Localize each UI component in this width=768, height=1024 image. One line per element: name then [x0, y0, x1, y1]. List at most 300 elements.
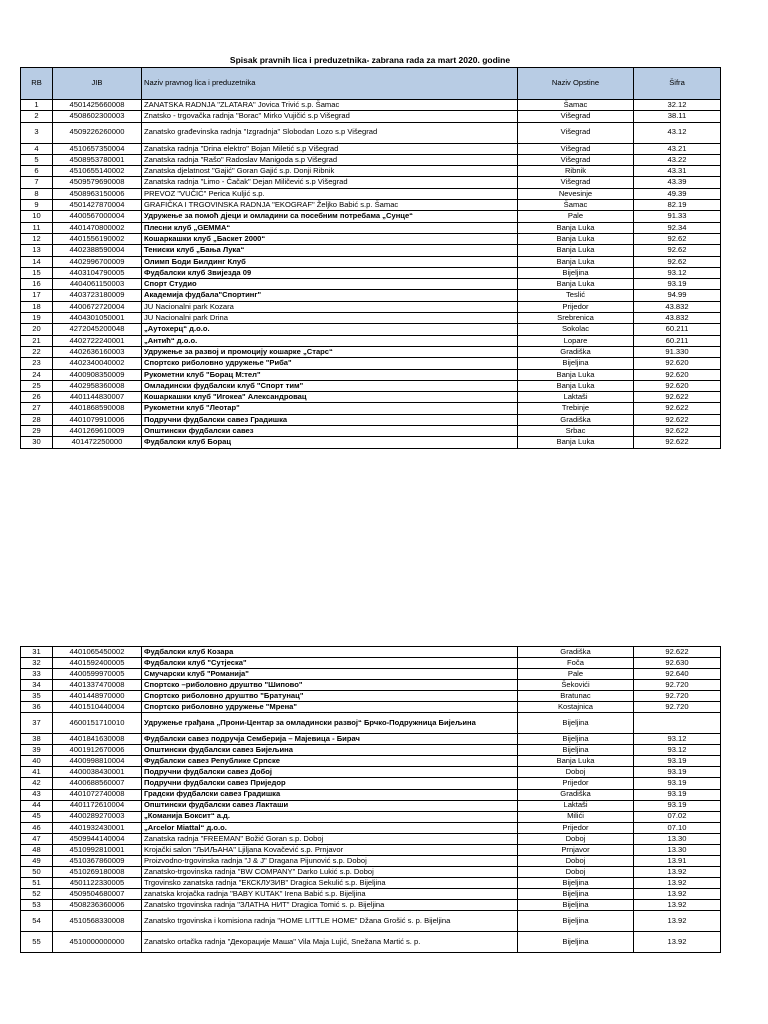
cell-rb: 54 — [21, 911, 53, 932]
cell-rb: 55 — [21, 932, 53, 953]
cell-jib: 4509579690008 — [53, 177, 142, 188]
cell-opstina: Foča — [518, 658, 634, 669]
cell-sifra: 43.31 — [634, 166, 721, 177]
cell-name: Zanatsko građevinska radnja "Izgradnja" Slobodan Lozo s.p Višegrad — [142, 122, 518, 143]
table-row — [21, 866, 721, 877]
cell-name: Фудбалски клуб Звијезда 09 — [142, 267, 518, 278]
cell-sifra: 38.11 — [634, 111, 721, 122]
cell-sifra: 32.12 — [634, 100, 721, 111]
cell-opstina: Bijeljina — [518, 899, 634, 910]
header-jib: JIB — [53, 68, 142, 100]
table-row — [21, 702, 721, 713]
cell-rb: 24 — [21, 369, 53, 380]
table-row — [21, 911, 721, 932]
cell-name: Фудбалски клуб Борац — [142, 437, 518, 448]
cell-jib: 4400599970005 — [53, 669, 142, 680]
cell-opstina: Doboj — [518, 833, 634, 844]
cell-name: Фудбалски клуб Козара — [142, 647, 518, 658]
table-row — [21, 200, 721, 211]
companies-table-2 — [20, 646, 721, 953]
cell-name: Zanatsko trgovinska radnja "ЗЛАТНА НИТ" Dragica Tomić s. p. Bijeljina — [142, 899, 518, 910]
cell-rb: 9 — [21, 200, 53, 211]
table-row — [21, 745, 721, 756]
cell-rb: 33 — [21, 669, 53, 680]
cell-rb: 6 — [21, 166, 53, 177]
cell-name: „Аутохерц“ д.о.о. — [142, 324, 518, 335]
cell-sifra: 93.12 — [634, 734, 721, 745]
cell-sifra: 13.30 — [634, 844, 721, 855]
cell-name: Општински фудбалски савез Бијељина — [142, 745, 518, 756]
table-row — [21, 335, 721, 346]
cell-jib: 4401337470008 — [53, 680, 142, 691]
cell-jib: 4510568330008 — [53, 911, 142, 932]
cell-name: Zanatska radnja "Limo - Čačak" Dejan Miličević s.p Višegrad — [142, 177, 518, 188]
table-row — [21, 658, 721, 669]
cell-name: Zanatska radnja "FREEMAN" Božić Goran s.p. Doboj — [142, 833, 518, 844]
cell-opstina: Gradiška — [518, 346, 634, 357]
cell-jib: 4402340040002 — [53, 358, 142, 369]
table-1-body — [21, 100, 721, 449]
cell-name: Спортско риболовно друштво "Братунац" — [142, 691, 518, 702]
cell-sifra: 94.99 — [634, 290, 721, 301]
cell-name: Градски фудбалски савез Градишка — [142, 789, 518, 800]
cell-sifra: 91.330 — [634, 346, 721, 357]
cell-name: Фудбалски савез подручја Семберија – Мајевица - Бирач — [142, 734, 518, 745]
cell-jib: 4401470800002 — [53, 222, 142, 233]
cell-sifra: 92.34 — [634, 222, 721, 233]
table-row — [21, 822, 721, 833]
cell-opstina: Prijedor — [518, 822, 634, 833]
cell-name: Спортско риболовно удружење "Риба" — [142, 358, 518, 369]
table-row — [21, 111, 721, 122]
companies-table-1 — [20, 67, 721, 449]
cell-opstina: Banja Luka — [518, 256, 634, 267]
cell-opstina: Laktaši — [518, 800, 634, 811]
cell-opstina: Prnjavor — [518, 844, 634, 855]
cell-sifra: 92.620 — [634, 380, 721, 391]
cell-opstina: Srbac — [518, 426, 634, 437]
cell-rb: 18 — [21, 301, 53, 312]
cell-rb: 11 — [21, 222, 53, 233]
cell-opstina: Doboj — [518, 855, 634, 866]
table-row — [21, 811, 721, 822]
cell-rb: 52 — [21, 888, 53, 899]
cell-jib: 4510269180008 — [53, 866, 142, 877]
cell-rb: 32 — [21, 658, 53, 669]
header-sifra: Šifra — [634, 68, 721, 100]
cell-opstina: Banja Luka — [518, 233, 634, 244]
table-row — [21, 691, 721, 702]
cell-rb: 35 — [21, 691, 53, 702]
table-row — [21, 932, 721, 953]
cell-jib: 4509226260000 — [53, 122, 142, 143]
cell-name: Zanatska radnja "Drina elektro" Bojan Miletić s.p Višegrad — [142, 143, 518, 154]
cell-jib: 4401269610009 — [53, 426, 142, 437]
cell-rb: 27 — [21, 403, 53, 414]
cell-rb: 25 — [21, 380, 53, 391]
cell-sifra: 92.720 — [634, 702, 721, 713]
cell-jib: 4400688560007 — [53, 778, 142, 789]
cell-sifra: 92.630 — [634, 658, 721, 669]
header-name: Naziv pravnog lica i preduzetnika — [142, 68, 518, 100]
cell-rb: 20 — [21, 324, 53, 335]
document-title: Spisak pravnih lica i preduzetnika- zabrana rada za mart 2020. godine — [229, 55, 511, 65]
table-row — [21, 380, 721, 391]
table-row — [21, 855, 721, 866]
cell-rb: 19 — [21, 313, 53, 324]
cell-jib: 4400567000004 — [53, 211, 142, 222]
cell-rb: 53 — [21, 899, 53, 910]
cell-opstina: Višegrad — [518, 111, 634, 122]
cell-rb: 38 — [21, 734, 53, 745]
cell-sifra: 92.720 — [634, 691, 721, 702]
cell-opstina: Prijedor — [518, 778, 634, 789]
cell-jib: 4401072740008 — [53, 789, 142, 800]
cell-opstina: Doboj — [518, 866, 634, 877]
cell-jib: 4401592400005 — [53, 658, 142, 669]
cell-opstina: Trebinje — [518, 403, 634, 414]
cell-name: Смучарски клуб "Романија" — [142, 669, 518, 680]
table-row — [21, 756, 721, 767]
cell-sifra: 82.19 — [634, 200, 721, 211]
table-2-body — [21, 647, 721, 953]
cell-sifra: 43.22 — [634, 154, 721, 165]
cell-name: GRAFIČKA I TRGOVINSKA RADNJA "EKOGRAF" Željko Babić s.p. Šamac — [142, 200, 518, 211]
cell-jib: 4404061150003 — [53, 279, 142, 290]
cell-name: Krojački salon "ЉИЉАНА" Ljiljana Kovačević s.p. Prnjavor — [142, 844, 518, 855]
cell-name: zanatska krojačka radnja "BABY KUTAK" Irena Babić s.p. Bijeljina — [142, 888, 518, 899]
cell-opstina: Bijeljina — [518, 734, 634, 745]
cell-rb: 21 — [21, 335, 53, 346]
table-row — [21, 844, 721, 855]
cell-rb: 22 — [21, 346, 53, 357]
table-row — [21, 680, 721, 691]
cell-sifra: 92.622 — [634, 414, 721, 425]
table-row — [21, 767, 721, 778]
cell-name: Zanatska radnja "Rašo" Radoslav Manigoda s.p Višegrad — [142, 154, 518, 165]
cell-opstina: Kostajnica — [518, 702, 634, 713]
cell-rb: 42 — [21, 778, 53, 789]
cell-opstina: Banja Luka — [518, 756, 634, 767]
table-row — [21, 256, 721, 267]
cell-jib: 4401510440004 — [53, 702, 142, 713]
table-row — [21, 734, 721, 745]
cell-sifra: 92.622 — [634, 437, 721, 448]
cell-name: Рукометни клуб "Борац М:тел" — [142, 369, 518, 380]
cell-jib: 4001912670006 — [53, 745, 142, 756]
cell-name: Proizvodno-trgovinska radnja "J & J" Dragana Pijunović s.p. Doboj — [142, 855, 518, 866]
cell-jib: 4401172610004 — [53, 800, 142, 811]
cell-jib: 4402958360008 — [53, 380, 142, 391]
cell-rb: 49 — [21, 855, 53, 866]
table-row — [21, 369, 721, 380]
cell-opstina: Šamac — [518, 100, 634, 111]
header-opstina: Naziv Opstine — [518, 68, 634, 100]
cell-name: Плесни клуб „GEMMA“ — [142, 222, 518, 233]
cell-opstina: Milići — [518, 811, 634, 822]
cell-jib: 4510000000000 — [53, 932, 142, 953]
cell-sifra: 13.91 — [634, 855, 721, 866]
cell-opstina: Srebrenica — [518, 313, 634, 324]
cell-sifra: 91.33 — [634, 211, 721, 222]
cell-opstina: Višegrad — [518, 143, 634, 154]
cell-name: „Антић“ д.о.о. — [142, 335, 518, 346]
cell-opstina: Bijeljina — [518, 877, 634, 888]
cell-opstina: Bratunac — [518, 691, 634, 702]
cell-opstina: Banja Luka — [518, 222, 634, 233]
cell-opstina: Bijeljina — [518, 932, 634, 953]
cell-sifra: 92.622 — [634, 392, 721, 403]
cell-jib: 401472250000 — [53, 437, 142, 448]
cell-rb: 43 — [21, 789, 53, 800]
cell-sifra: 92.62 — [634, 245, 721, 256]
cell-sifra: 07.10 — [634, 822, 721, 833]
cell-jib: 4400908350009 — [53, 369, 142, 380]
cell-sifra: 92.620 — [634, 358, 721, 369]
table-row — [21, 267, 721, 278]
cell-sifra: 92.622 — [634, 403, 721, 414]
cell-jib: 4501122330005 — [53, 877, 142, 888]
cell-sifra: 60.211 — [634, 324, 721, 335]
cell-rb: 15 — [21, 267, 53, 278]
cell-rb: 47 — [21, 833, 53, 844]
cell-sifra: 49.39 — [634, 188, 721, 199]
cell-sifra: 92.622 — [634, 426, 721, 437]
table-row — [21, 211, 721, 222]
cell-rb: 48 — [21, 844, 53, 855]
cell-name: Удружење грађана „Прони-Центар за омладински развој“ Брчко-Подружница Бијељина — [142, 713, 518, 734]
table-row — [21, 279, 721, 290]
cell-jib: 4501427870004 — [53, 200, 142, 211]
cell-sifra: 93.12 — [634, 745, 721, 756]
cell-opstina: Gradiška — [518, 414, 634, 425]
cell-sifra: 92.62 — [634, 233, 721, 244]
cell-sifra: 13.92 — [634, 932, 721, 953]
table-row — [21, 154, 721, 165]
cell-opstina: Šekovići — [518, 680, 634, 691]
cell-name: Znatsko - trgovačka radnja "Borac" Mirko Vujičić s.p Višegrad — [142, 111, 518, 122]
cell-rb: 5 — [21, 154, 53, 165]
cell-name: Подручни фудбалски савез Добој — [142, 767, 518, 778]
cell-name: „Команија Боксит“ а.д. — [142, 811, 518, 822]
table-row — [21, 403, 721, 414]
cell-rb: 8 — [21, 188, 53, 199]
cell-sifra: 92.62 — [634, 256, 721, 267]
cell-name: Удружење за развој и промоцију кошарке „Старс“ — [142, 346, 518, 357]
cell-jib: 4272045200048 — [53, 324, 142, 335]
cell-name: Омладински фудбалски клуб "Спорт тим" — [142, 380, 518, 391]
cell-name: Кошаркашки клуб „Баскет 2000“ — [142, 233, 518, 244]
cell-opstina: Lopare — [518, 335, 634, 346]
cell-opstina: Višegrad — [518, 122, 634, 143]
cell-name: Zanatsko ortačka radnja "Декорације Маша" Vila Maja Lujić, Snežana Martić s. p. — [142, 932, 518, 953]
cell-sifra: 13.92 — [634, 866, 721, 877]
cell-jib: 4403723180009 — [53, 290, 142, 301]
cell-jib: 4401932430001 — [53, 822, 142, 833]
cell-jib: 4402636160003 — [53, 346, 142, 357]
cell-jib: 4402388590004 — [53, 245, 142, 256]
cell-jib: 4401841630008 — [53, 734, 142, 745]
cell-opstina: Prijedor — [518, 301, 634, 312]
cell-sifra: 93.19 — [634, 279, 721, 290]
table-row — [21, 290, 721, 301]
cell-opstina: Gradiška — [518, 789, 634, 800]
cell-jib: 4401448970000 — [53, 691, 142, 702]
cell-name: Спортско риболовно удружење "Мрена" — [142, 702, 518, 713]
cell-opstina: Banja Luka — [518, 279, 634, 290]
table-row — [21, 800, 721, 811]
table-row — [21, 324, 721, 335]
cell-opstina: Nevesinje — [518, 188, 634, 199]
cell-sifra: 43.832 — [634, 301, 721, 312]
cell-sifra: 92.622 — [634, 647, 721, 658]
table-row — [21, 143, 721, 154]
cell-name: Спортско –риболовно друштво "Шипово" — [142, 680, 518, 691]
cell-jib: 4401065450002 — [53, 647, 142, 658]
table-row — [21, 301, 721, 312]
cell-sifra: 92.620 — [634, 369, 721, 380]
cell-opstina: Sokolac — [518, 324, 634, 335]
cell-rb: 13 — [21, 245, 53, 256]
cell-opstina: Višegrad — [518, 177, 634, 188]
cell-opstina: Bijeljina — [518, 267, 634, 278]
cell-name: PREVOZ "VUČIĆ" Perica Kuljić s.p. — [142, 188, 518, 199]
cell-jib: 4400289270003 — [53, 811, 142, 822]
cell-rb: 12 — [21, 233, 53, 244]
table-row — [21, 177, 721, 188]
cell-name: ZANATSKA RADNJA "ZLATARA" Jovica Trivić s.p. Šamac — [142, 100, 518, 111]
cell-name: Trgovinsko zanatska radnja "ЕКСКЛУЗИВ" Dragica Sekulić s.p. Bijeljina — [142, 877, 518, 888]
cell-sifra: 13.92 — [634, 899, 721, 910]
cell-name: Zanatska djelatnost "Gajić" Goran Gajić s.p. Donji Ribnik — [142, 166, 518, 177]
cell-rb: 16 — [21, 279, 53, 290]
table-header-row — [21, 68, 721, 100]
cell-name: Фудбалски савез Републике Српске — [142, 756, 518, 767]
cell-opstina: Teslić — [518, 290, 634, 301]
cell-sifra: 60.211 — [634, 335, 721, 346]
cell-jib: 4401556190002 — [53, 233, 142, 244]
cell-sifra: 93.19 — [634, 778, 721, 789]
cell-opstina: Bijeljina — [518, 911, 634, 932]
cell-rb: 46 — [21, 822, 53, 833]
cell-name: Тениски клуб „Бања Лука“ — [142, 245, 518, 256]
table-row — [21, 789, 721, 800]
cell-rb: 28 — [21, 414, 53, 425]
cell-name: „Arcelor Miattal“ д.о.о. — [142, 822, 518, 833]
cell-opstina: Ribnik — [518, 166, 634, 177]
table-row — [21, 647, 721, 658]
cell-rb: 44 — [21, 800, 53, 811]
cell-jib: 4510992810001 — [53, 844, 142, 855]
cell-opstina: Banja Luka — [518, 245, 634, 256]
cell-jib: 4508236360006 — [53, 899, 142, 910]
cell-sifra: 43.21 — [634, 143, 721, 154]
cell-name: Подручни фудбалски савез Градишка — [142, 414, 518, 425]
cell-name: Фудбалски клуб "Сутјеска" — [142, 658, 518, 669]
cell-opstina: Pale — [518, 211, 634, 222]
cell-rb: 17 — [21, 290, 53, 301]
cell-jib: 4400672720004 — [53, 301, 142, 312]
cell-name: Спорт Студио — [142, 279, 518, 290]
cell-name: Подручни фудбалски савез Приједор — [142, 778, 518, 789]
cell-name: Zanatsko trgovinska i komisiona radnja "HOME LITTLE HOME" Džana Grošić s. p. Bijeljina — [142, 911, 518, 932]
cell-jib: 4508602300003 — [53, 111, 142, 122]
table-row — [21, 222, 721, 233]
cell-jib: 4401868590008 — [53, 403, 142, 414]
cell-jib: 4400998810004 — [53, 756, 142, 767]
cell-sifra: 92.640 — [634, 669, 721, 680]
cell-name: Удружење за помоћ дјеци и омладини са посебним потребама „Сунце“ — [142, 211, 518, 222]
table-row — [21, 778, 721, 789]
cell-name: Општински фудбалски савез Лакташи — [142, 800, 518, 811]
cell-name: JU Nacionalni park Drina — [142, 313, 518, 324]
cell-name: Општински фудбалски савез — [142, 426, 518, 437]
cell-jib: 4508953780001 — [53, 154, 142, 165]
cell-rb: 39 — [21, 745, 53, 756]
cell-jib: 4404301050001 — [53, 313, 142, 324]
cell-rb: 2 — [21, 111, 53, 122]
cell-rb: 30 — [21, 437, 53, 448]
cell-jib: 4400038430001 — [53, 767, 142, 778]
cell-jib: 4510657350004 — [53, 143, 142, 154]
table-row — [21, 414, 721, 425]
cell-rb: 50 — [21, 866, 53, 877]
cell-name: Zanatsko-trgovinska radnja "BW COMPANY" Darko Lukić s.p. Doboj — [142, 866, 518, 877]
cell-opstina: Gradiška — [518, 647, 634, 658]
table-row — [21, 346, 721, 357]
table-row — [21, 426, 721, 437]
table-row — [21, 313, 721, 324]
cell-jib: 4401079910006 — [53, 414, 142, 425]
cell-name: Академија фудбала"Спортинг" — [142, 290, 518, 301]
cell-sifra: 93.12 — [634, 267, 721, 278]
cell-opstina: Banja Luka — [518, 369, 634, 380]
cell-opstina: Banja Luka — [518, 380, 634, 391]
cell-name: Рукометни клуб "Леотар" — [142, 403, 518, 414]
header-rb: RB — [21, 68, 53, 100]
cell-jib: 4402722240001 — [53, 335, 142, 346]
cell-jib: 4509504680007 — [53, 888, 142, 899]
table-row — [21, 245, 721, 256]
cell-opstina: Bijeljina — [518, 888, 634, 899]
cell-jib: 4600151710010 — [53, 713, 142, 734]
cell-jib: 4510367860009 — [53, 855, 142, 866]
cell-sifra: 13.92 — [634, 888, 721, 899]
cell-name: JU Nacionalni park Kozara — [142, 301, 518, 312]
table-row — [21, 437, 721, 448]
table-row — [21, 188, 721, 199]
cell-sifra: 43.39 — [634, 177, 721, 188]
cell-rb: 14 — [21, 256, 53, 267]
cell-opstina: Bijeljina — [518, 713, 634, 734]
cell-rb: 36 — [21, 702, 53, 713]
cell-rb: 26 — [21, 392, 53, 403]
table-row — [21, 392, 721, 403]
cell-jib: 4401144830007 — [53, 392, 142, 403]
cell-opstina: Bijeljina — [518, 745, 634, 756]
cell-sifra: 93.19 — [634, 767, 721, 778]
cell-rb: 10 — [21, 211, 53, 222]
table-row — [21, 100, 721, 111]
cell-rb: 37 — [21, 713, 53, 734]
cell-rb: 51 — [21, 877, 53, 888]
cell-jib: 4501425660008 — [53, 100, 142, 111]
cell-rb: 3 — [21, 122, 53, 143]
cell-rb: 23 — [21, 358, 53, 369]
cell-sifra: 07.02 — [634, 811, 721, 822]
cell-rb: 40 — [21, 756, 53, 767]
cell-jib: 4510655140002 — [53, 166, 142, 177]
